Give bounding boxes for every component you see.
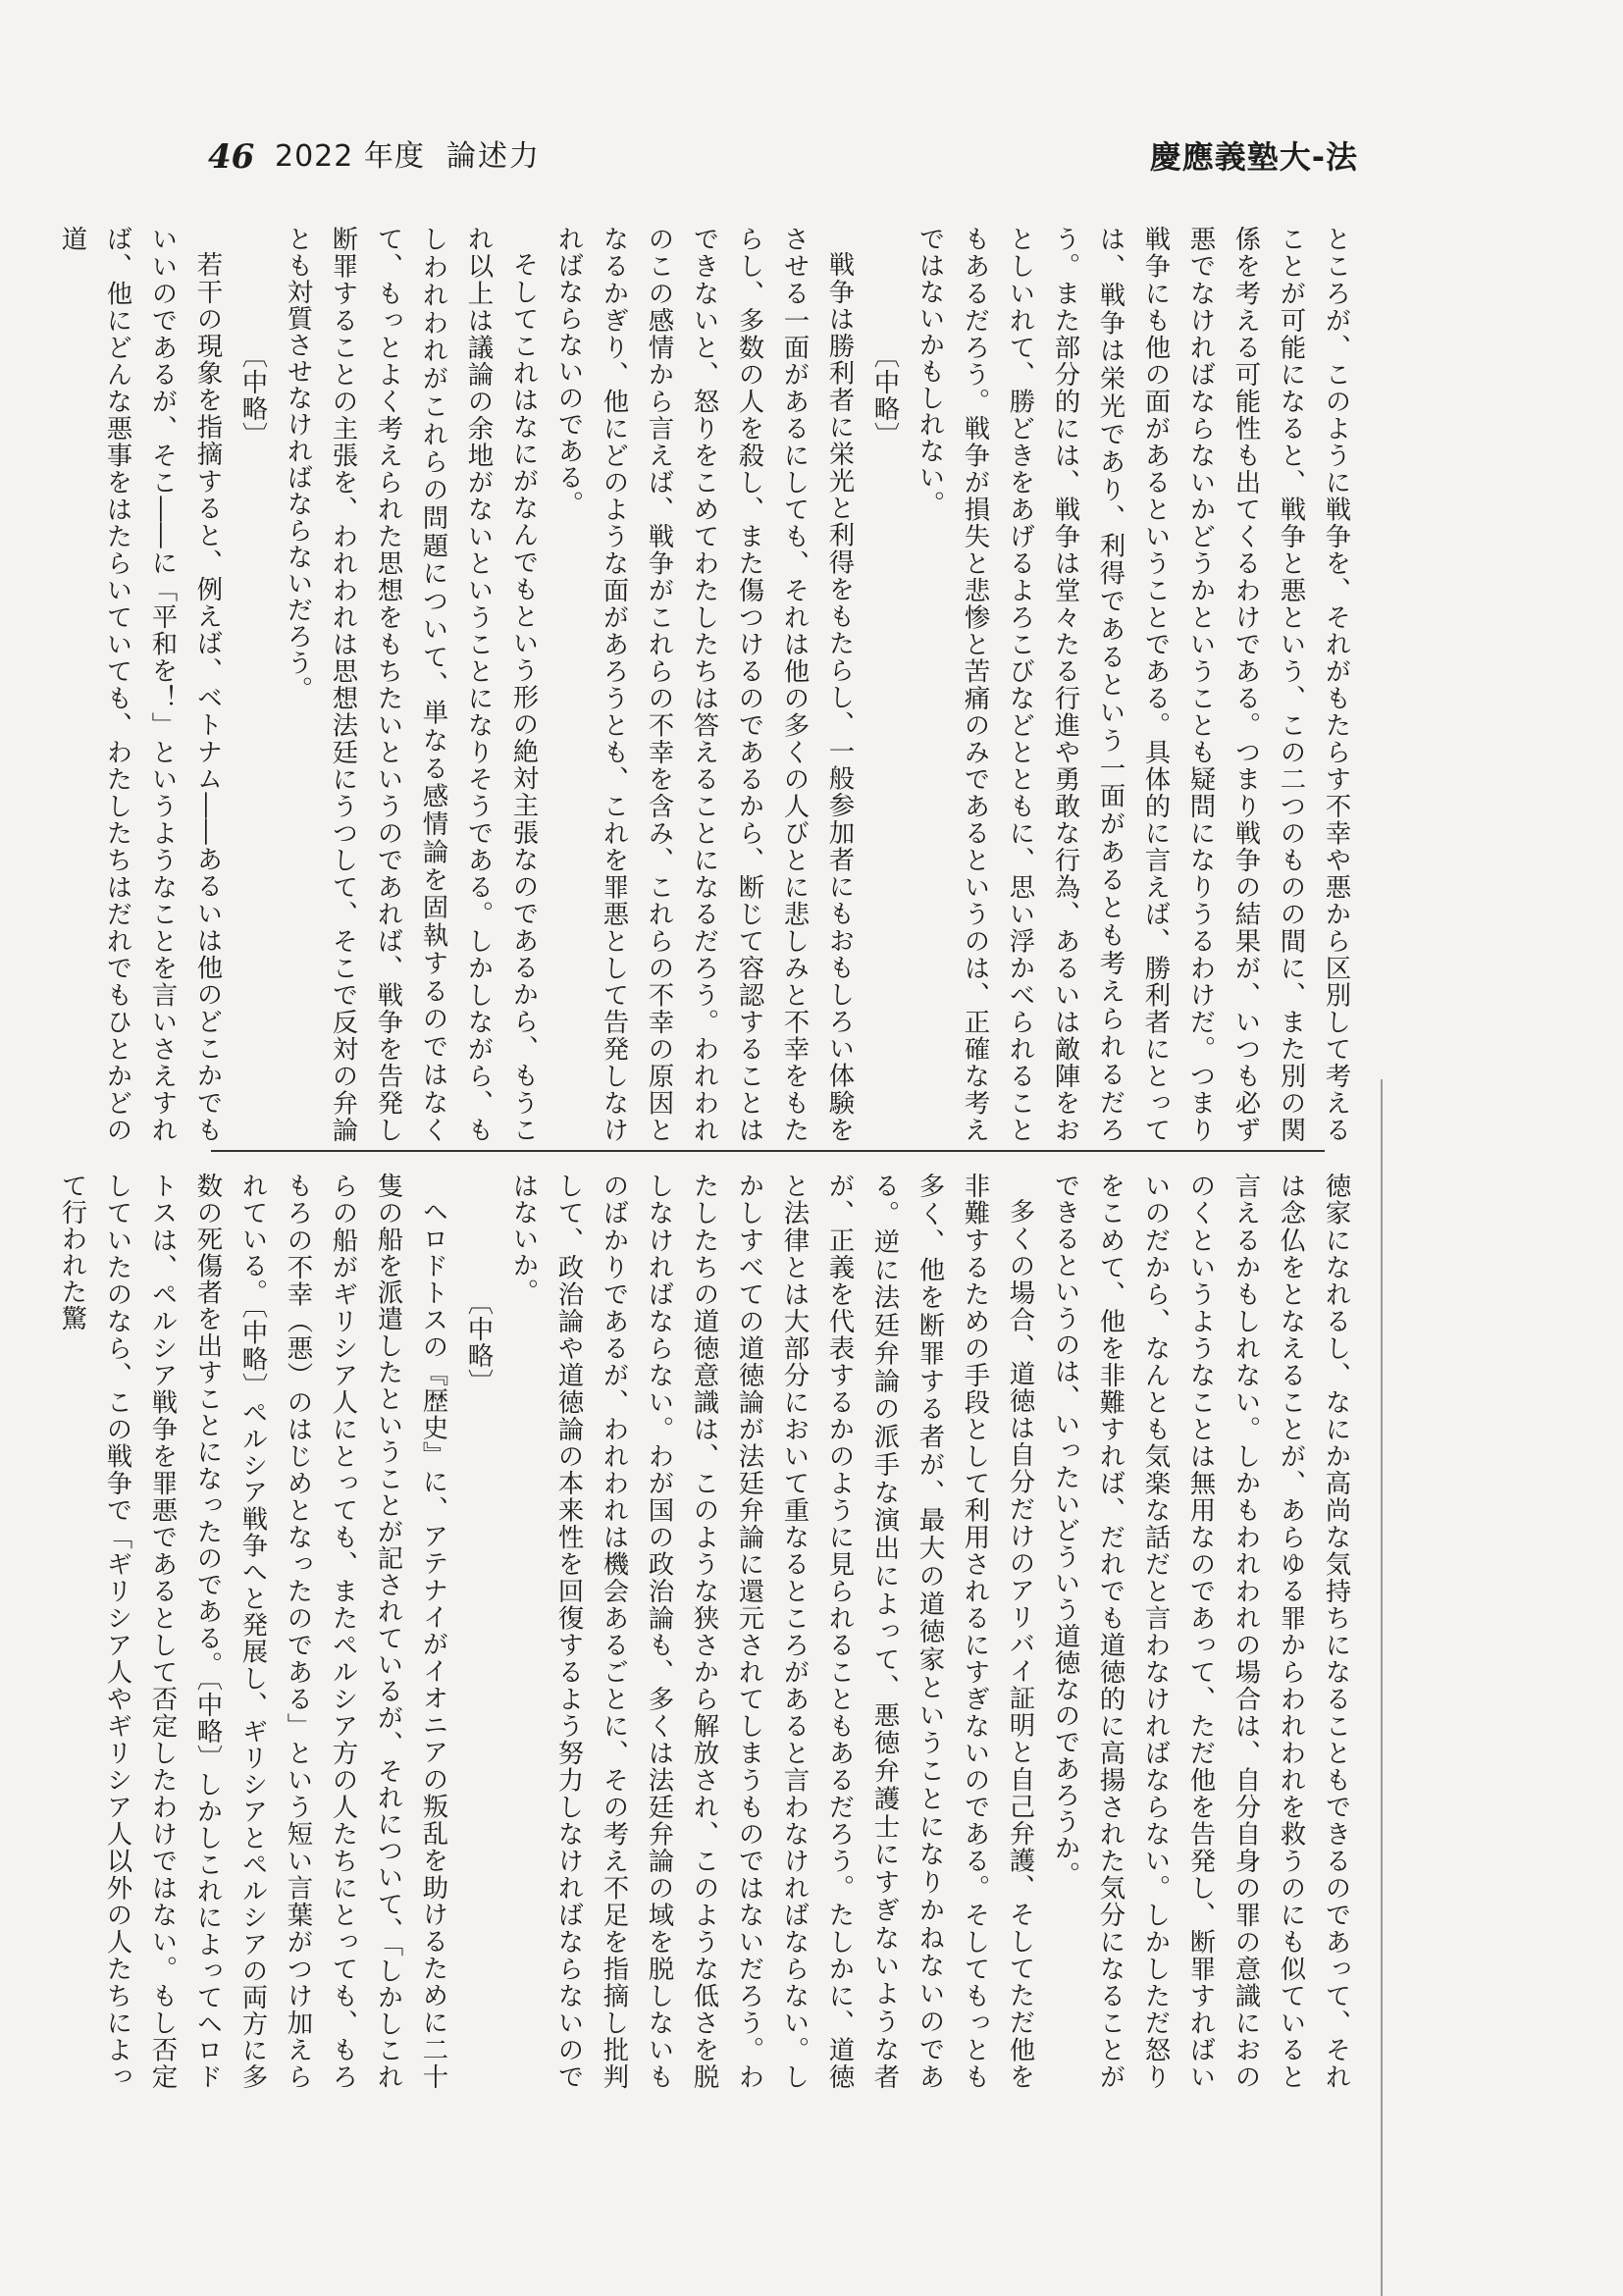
- paragraph: ところが、このように戦争を、それがもたらす不幸や悪から区別して考えることが可能になると、戦争と悪という、この二つのものの間に、また別の関係を考える可能性も出てくるわけである。つまり戦争の結果が、いつも必ず悪でなければならないかどうかということも疑問になりうるわけだ。つまり戦争にも他の面があるということである。具体的に言えば、勝利者にとっては、戦争は栄光であり、利得であるという一面があるとも考えられるだろう。また部分的には、戦争は堂々たる行進や勇敢な行為、あるいは敵陣をおとしいれて、勝どきをあげるよろこびなどとともに、思い浮かべられることもあるだろう。戦争が損失と悲惨と苦痛のみであるというのは、正確な考えではないかもしれない。: [915, 226, 1351, 1143]
- paragraph: 戦争は勝利者に栄光と利得をもたらし、一般参加者にもおもしろい体験をさせる一面があるにしても、それは他の多くの人びとに悲しみと不幸をもたらし、多数の人を殺し、また傷つけるのであるから、断じて容認することはできないと、怒りをこめてわたしたちは答えることになるだろう。われわれのこの感情から言えば、戦争がこれらの不幸を含み、これらの不幸の原因となるかぎり、他にどのような面があろうとも、これを罪悪として告発しなければならないのである。: [553, 226, 855, 1143]
- omission-marker: 〔中略〕: [869, 341, 900, 448]
- text-block-upper: [57, 226, 1358, 1143]
- scan-edge-line: [1381, 1079, 1383, 2296]
- paragraph: 徳家になれるし、なにか高尚な気持ちになることもできるのであって、それは念仏をとなえることが、あらゆる罪からわれわれを救うのにも似ていると言えるかもしれない。しかもわれわれの場合は、自分自身の罪の意識におののくというようなことは無用なのであって、ただ他を告発し、断罪すればいいのだから、なんとも気楽な話だと言わなければならない。しかしただ怒りをこめて、他を非難すれば、だれでも道徳的に高揚された気分になることができるというのは、いったいどういう道徳なのであろうか。: [1050, 1173, 1351, 2090]
- header-school: 慶應義塾大-法: [1149, 138, 1358, 176]
- paragraph: 多くの場合、道徳は自分だけのアリバイ証明と自己弁護、そしてただ他を非難するための手段として利用されるにすぎないのである。そしてもっとも多く、他を断罪する者が、最大の道徳家ということになりかねないのである。逆に法廷弁論の派手な演出によって、悪徳弁護士にすぎないような者が、正義を代表するかのように見られることもあるだろう。たしかに、道徳と法律とは大部分において重なるところがあると言わなければならない。しかしすべての道徳論が法廷弁論に還元されてしまうものではないだろう。わたしたちの道徳意識は、このような狭さから解放され、このような低さを脱しなければならない。わが国の政治論も、多くは法廷弁論の域を脱しないものばかりであるが、われわれは機会あるごとに、その考え不足を指摘し批判して、政治論や道徳論の本来性を回復するよう努力しなければならないのではないか。: [508, 1173, 1035, 2090]
- section-divider: [211, 1150, 1325, 1152]
- paragraph: ヘロドトスの『歴史』に、アテナイがイオニアの叛乱を助けるために二十隻の船を派遣したということが記されているが、それについて、「しかしこれらの船がギリシア人にとっても、またペルシア方の人たちにとっても、もろもろの不幸（悪）のはじめとなったのである」という短い言葉がつけ加えられている。〔中略〕ペルシア戦争へと発展し、ギリシアとペルシアの両方に多数の死傷者を出すことになったのである。〔中略〕しかしこれによってヘロドトスは、ペルシア戦争を罪悪であるとして否定したわけではない。もし否定していたのなら、この戦争で「ギリシア人やギリシア人以外の人たちによって行われた驚: [57, 1173, 448, 2090]
- page-number: 46: [208, 137, 255, 177]
- paragraph: 若干の現象を指摘すると、例えば、ベトナム――あるいは他のどこかでもいいのであるが、そこ――に「平和を！」というようなことを言いさえすれば、他にどんな悪事をはたらいていても、わたしたちはだれでもひとかどの道: [57, 226, 223, 1143]
- omission-marker: 〔中略〕: [237, 341, 268, 448]
- paragraph: そしてこれはなにがなんでもという形の絶対主張なのであるから、もうこれ以上は議論の余地がないということになりそうである。しかしながら、もしわれわれがこれらの問題について、単なる感情論を固執するのではなくて、もっとよく考えられた思想をもちたいというのであれば、戦争を告発し断罪することの主張を、われわれは思想法廷にうつして、そこで反対の弁論とも対質させなければならないだろう。: [283, 226, 539, 1143]
- header-year: 2022 年度: [275, 139, 425, 174]
- omission-marker: 〔中略〕: [463, 1288, 494, 1395]
- text-block-lower: [57, 1173, 1358, 2090]
- header-subject: 論述力: [446, 139, 541, 174]
